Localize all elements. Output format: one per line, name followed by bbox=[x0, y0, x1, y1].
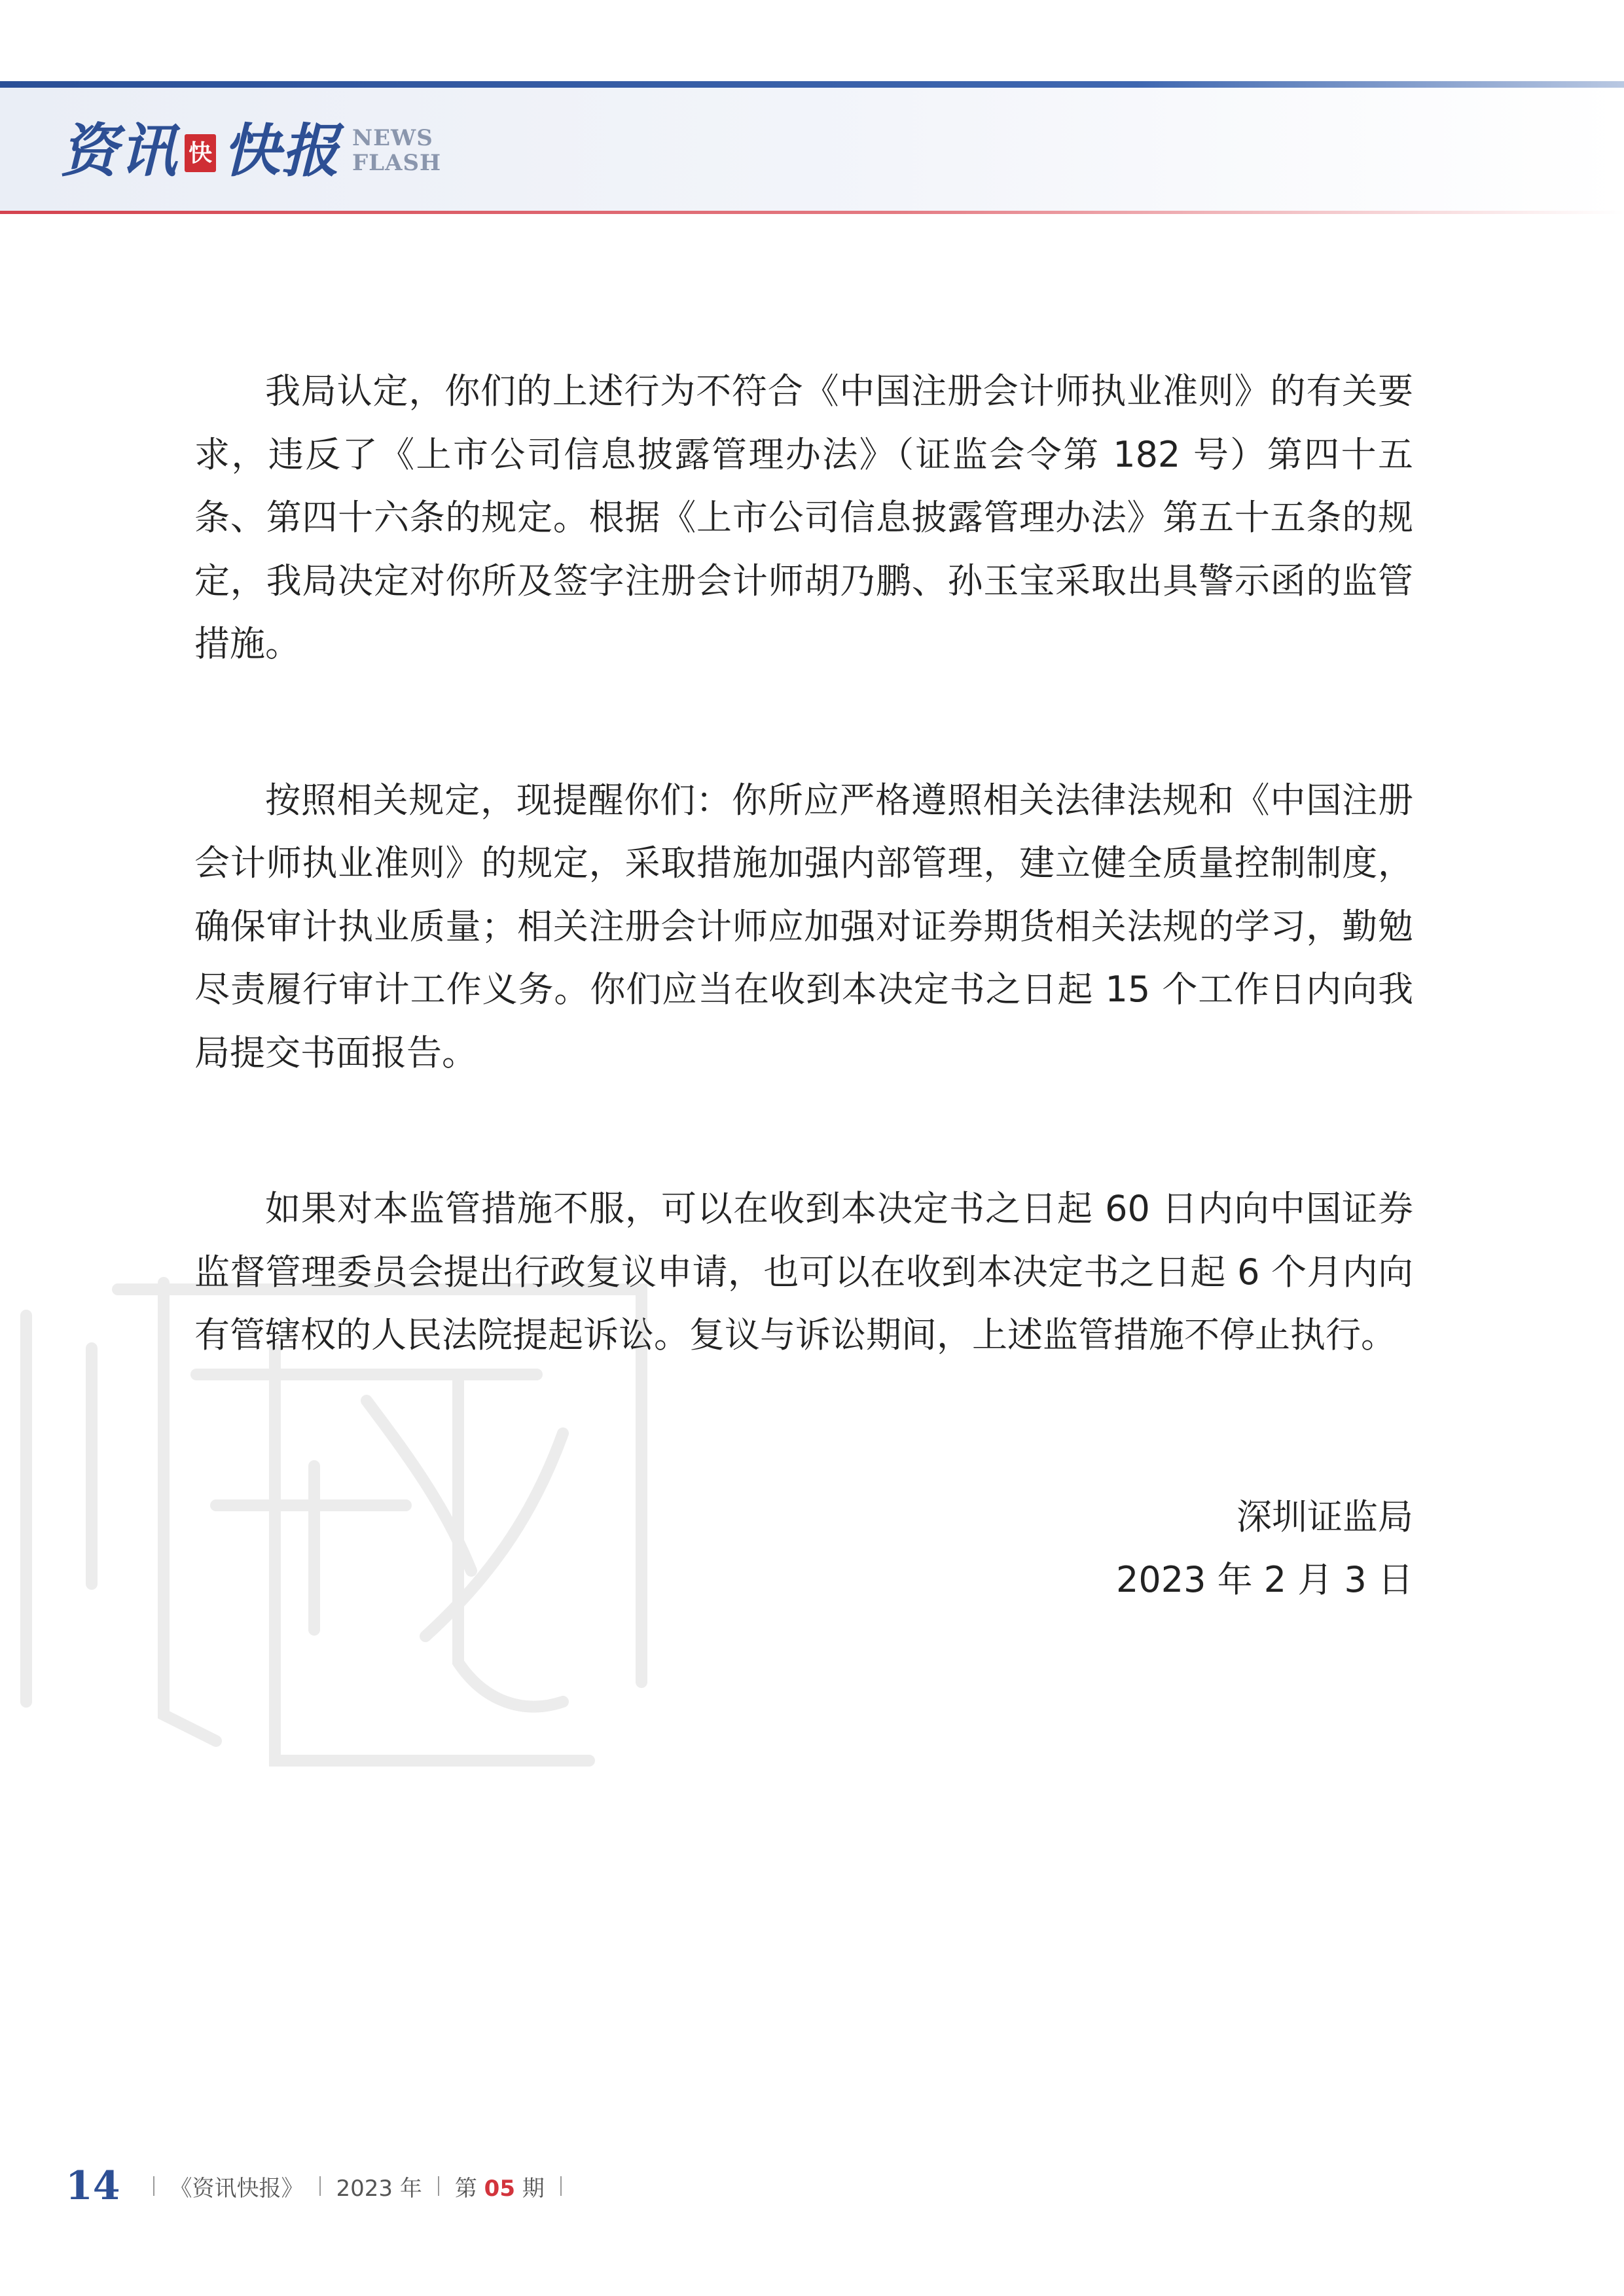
logo-english bbox=[352, 126, 441, 175]
paragraph-3: 如果对本监管措施不服，可以在收到本决定书之日起 60 日内向中国证券监督管理委员会提出行政复议申请，也可以在收到本决定书之日起 6 个月内向有管辖权的人民法院提起诉讼。复议与诉讼期间，上述监管措施不停止执行。 bbox=[194, 1188, 1413, 1355]
header-divider bbox=[0, 211, 1624, 214]
signing-organization: 深圳证监局 bbox=[1236, 1496, 1413, 1537]
footer-separator bbox=[438, 2176, 439, 2196]
page-footer bbox=[65, 2160, 577, 2212]
header-top-line bbox=[0, 81, 1624, 88]
publication-name: 《资讯快报》 bbox=[170, 2175, 304, 2202]
logo-text-left: 资讯 bbox=[60, 117, 179, 185]
logo-en-news: NEWS bbox=[352, 125, 433, 151]
masthead-logo bbox=[60, 111, 441, 190]
logo-text-right: 快报 bbox=[223, 117, 341, 185]
logo-seal-char: 快 bbox=[189, 139, 213, 167]
logo-en-flash: FLASH bbox=[352, 150, 442, 176]
paragraph-1: 我局认定，你们的上述行为不符合《中国注册会计师执业准则》的有关要求，违反了《上市公司信息披露管理办法》（证监会令第 182 号）第四十五条、第四十六条的规定。根据《上市公司信息披露管理办法》第五十五条的规定，我局决定对你所及签字注册会计师胡乃鹏、孙玉宝采取出具警示函的监管措施。 bbox=[194, 370, 1413, 664]
letter-body bbox=[194, 360, 1413, 1460]
issue-prefix: 第 bbox=[454, 2175, 477, 2202]
signature-block bbox=[1116, 1486, 1413, 1611]
issue-label bbox=[455, 2170, 545, 2202]
signing-date: 2023 年 2 月 3 日 bbox=[1116, 1559, 1413, 1600]
logo-seal bbox=[185, 134, 216, 172]
issue-number: 05 bbox=[484, 2175, 515, 2202]
footer-separator bbox=[319, 2176, 321, 2196]
page-number: 14 bbox=[65, 2163, 120, 2209]
paragraph-2: 按照相关规定，现提醒你们：你所应严格遵照相关法律法规和《中国注册会计师执业准则》的规定，采取措施加强内部管理，建立健全质量控制制度，确保审计执业质量；相关注册会计师应加强对证券期货相关法规的学习，勤勉尽责履行审计工作义务。你们应当在收到本决定书之日起 15 个工作日内向我局提交书面报告。 bbox=[194, 779, 1413, 1073]
footer-separator bbox=[153, 2176, 154, 2196]
issue-year: 2023 年 bbox=[336, 2175, 422, 2202]
issue-suffix: 期 bbox=[522, 2175, 545, 2202]
footer-separator bbox=[560, 2176, 562, 2196]
